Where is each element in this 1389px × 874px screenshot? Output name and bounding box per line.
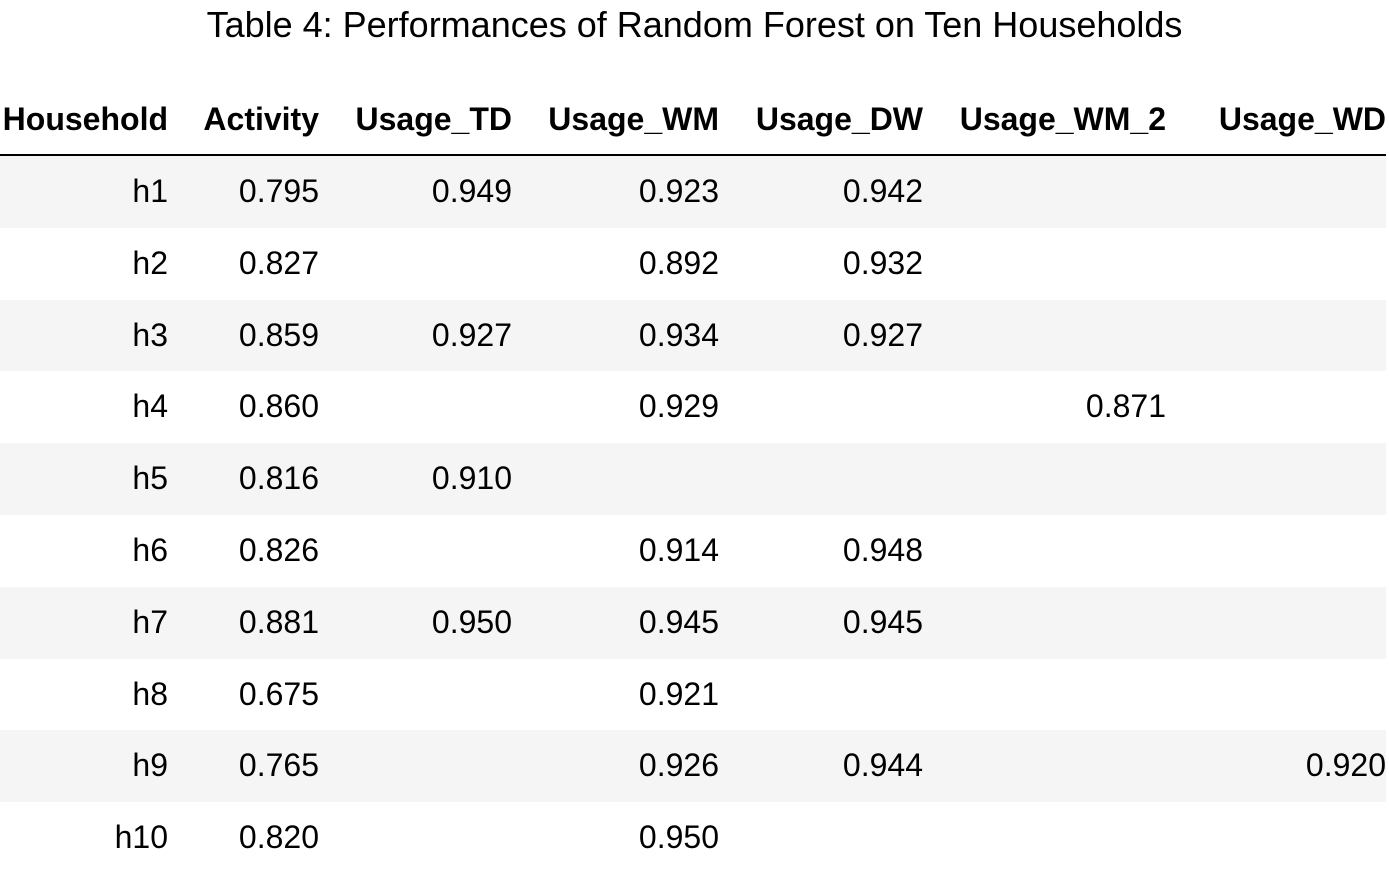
table-cell: h1 — [132, 173, 168, 209]
table-cell — [719, 443, 923, 515]
table-cell — [719, 371, 923, 443]
table-row — [0, 155, 1386, 228]
table-cell: 0.927 — [431, 316, 512, 353]
column-header-usage-dw: Usage_DW — [719, 84, 923, 155]
table-cell — [319, 515, 512, 587]
table-cell: 0.881 — [238, 603, 319, 640]
table-row — [0, 802, 1386, 874]
table-cell: 0.948 — [842, 531, 923, 568]
table-cell: 0.920 — [1305, 747, 1386, 784]
table-cell — [1166, 587, 1386, 659]
column-header-usage-wm-2: Usage_WM_2 — [923, 84, 1166, 155]
table-cell: h7 — [132, 603, 168, 640]
table-cell: 0.859 — [238, 316, 319, 353]
table-cell — [1166, 228, 1386, 300]
table-cell — [923, 443, 1166, 515]
table-cell: 0.795 — [238, 173, 319, 209]
table-cell — [1166, 155, 1386, 228]
table-cell: 0.871 — [1085, 388, 1166, 425]
table-cell: 0.765 — [238, 747, 319, 784]
table-cell: 0.816 — [238, 460, 319, 497]
table-cell: h9 — [132, 747, 168, 784]
table-row — [0, 659, 1386, 731]
table-cell: 0.932 — [842, 244, 923, 281]
column-header-usage-td: Usage_TD — [319, 84, 512, 155]
table-body — [0, 155, 1386, 874]
column-header-household: Household — [0, 84, 168, 155]
table-cell — [512, 443, 719, 515]
table-cell — [319, 730, 512, 802]
table-cell — [1166, 515, 1386, 587]
table-header — [0, 84, 1386, 155]
table-cell — [923, 515, 1166, 587]
table-row — [0, 228, 1386, 300]
table-cell: 0.949 — [431, 173, 512, 209]
table-cell — [1166, 300, 1386, 372]
table-cell: 0.929 — [638, 388, 719, 425]
table-cell: 0.921 — [638, 675, 719, 712]
table-cell — [923, 802, 1166, 874]
table-row — [0, 587, 1386, 659]
table-cell — [319, 659, 512, 731]
table-cell — [923, 228, 1166, 300]
table-cell — [319, 802, 512, 874]
table-cell: h10 — [114, 819, 168, 856]
table-cell: 0.827 — [238, 244, 319, 281]
table-cell: 0.927 — [842, 316, 923, 353]
table-cell: 0.675 — [238, 675, 319, 712]
table-cell — [1166, 371, 1386, 443]
table-cell — [923, 155, 1166, 228]
table-cell: 0.923 — [638, 173, 719, 209]
table-cell — [923, 587, 1166, 659]
table-cell: 0.826 — [238, 531, 319, 568]
table-cell — [719, 659, 923, 731]
table-cell: 0.860 — [238, 388, 319, 425]
table-cell: 0.926 — [638, 747, 719, 784]
table-caption: Table 4: Performances of Random Forest on Ten Households — [206, 4, 1183, 45]
table-cell — [1166, 443, 1386, 515]
table-row — [0, 730, 1386, 802]
header-row — [0, 84, 1386, 155]
table-cell: 0.820 — [238, 819, 319, 856]
table-cell: h2 — [132, 244, 168, 281]
column-header-usage-wm: Usage_WM — [512, 84, 719, 155]
table-cell: 0.950 — [431, 603, 512, 640]
table-row — [0, 300, 1386, 372]
table-cell: h8 — [132, 675, 168, 712]
table-cell — [719, 802, 923, 874]
table-cell — [1166, 802, 1386, 874]
column-header-activity: Activity — [168, 84, 319, 155]
table-cell — [923, 730, 1166, 802]
table-cell: h5 — [132, 460, 168, 497]
performance-table — [0, 84, 1386, 874]
table-cell — [1166, 659, 1386, 731]
table-cell: 0.945 — [638, 603, 719, 640]
table-cell: h6 — [132, 531, 168, 568]
table-cell: 0.950 — [638, 819, 719, 856]
table-row — [0, 371, 1386, 443]
table-cell: 0.934 — [638, 316, 719, 353]
table-cell: 0.945 — [842, 603, 923, 640]
table-cell: 0.914 — [638, 531, 719, 568]
table-cell: 0.942 — [842, 173, 923, 209]
table-row — [0, 515, 1386, 587]
table-cell — [319, 371, 512, 443]
table-cell: 0.910 — [431, 460, 512, 497]
table-cell: 0.892 — [638, 244, 719, 281]
table-row — [0, 443, 1386, 515]
table-cell: h4 — [132, 388, 168, 425]
column-header-usage-wd: Usage_WD — [1166, 84, 1386, 155]
table-cell — [923, 659, 1166, 731]
table-cell — [319, 228, 512, 300]
table-cell: 0.944 — [842, 747, 923, 784]
table-cell — [923, 300, 1166, 372]
table-cell: h3 — [132, 316, 168, 353]
